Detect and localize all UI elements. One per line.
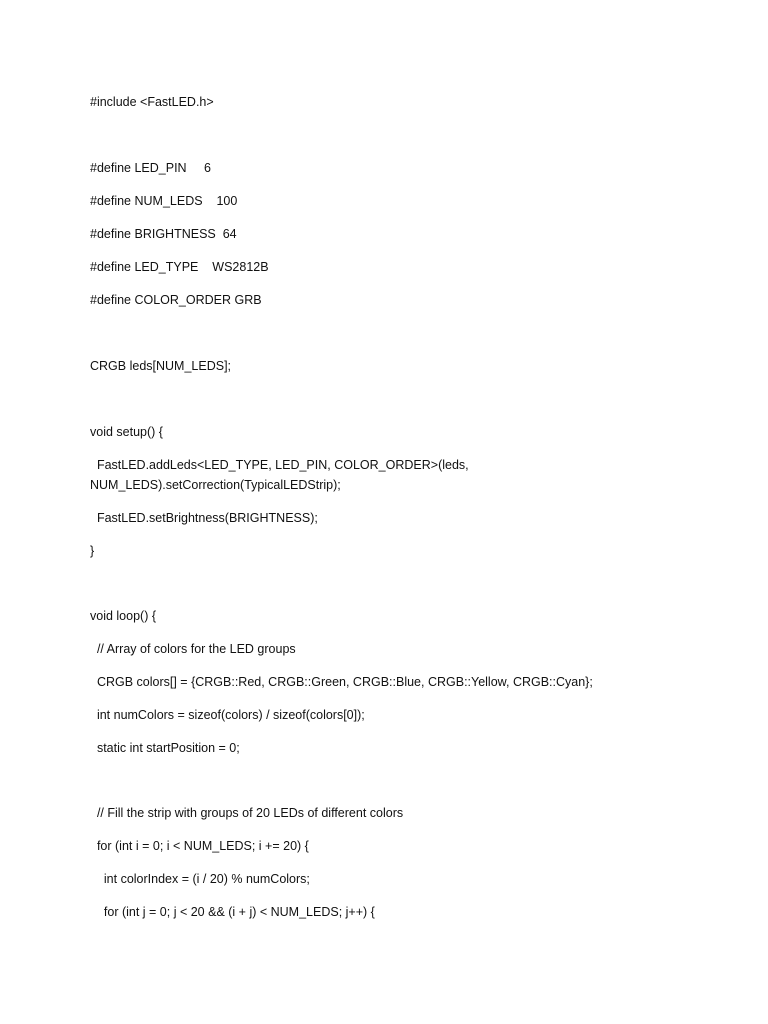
code-line: CRGB leds[NUM_LEDS]; xyxy=(90,359,232,373)
code-line: for (int j = 0; j < 20 && (i + j) < NUM_LEDS; j++) { xyxy=(90,905,375,919)
code-line: } xyxy=(90,544,95,558)
code-line: // Array of colors for the LED groups xyxy=(90,642,296,656)
code-line: FastLED.addLeds<LED_TYPE, LED_PIN, COLOR_ORDER>(leds, xyxy=(90,458,469,472)
code-line: FastLED.setBrightness(BRIGHTNESS); xyxy=(90,511,318,525)
code-line: void loop() { xyxy=(90,609,157,623)
code-line: CRGB colors[] = {CRGB::Red, CRGB::Green, CRGB::Blue, CRGB::Yellow, CRGB::Cyan}; xyxy=(90,675,593,689)
code-line: #include <FastLED.h> xyxy=(90,95,214,109)
code-line: #define NUM_LEDS 100 xyxy=(90,194,238,208)
code-line: for (int i = 0; i < NUM_LEDS; i += 20) { xyxy=(90,839,309,853)
code-line: NUM_LEDS).setCorrection(TypicalLEDStrip); xyxy=(90,478,341,492)
code-line: #define LED_TYPE WS2812B xyxy=(90,260,269,274)
code-line: int numColors = sizeof(colors) / sizeof(colors[0]); xyxy=(90,708,365,722)
code-line: int colorIndex = (i / 20) % numColors; xyxy=(90,872,310,886)
code-line: void setup() { xyxy=(90,425,163,439)
code-line: static int startPosition = 0; xyxy=(90,741,240,755)
code-line: // Fill the strip with groups of 20 LEDs of different colors xyxy=(90,806,404,820)
code-line: #define COLOR_ORDER GRB xyxy=(90,293,262,307)
code-line: #define LED_PIN 6 xyxy=(90,161,211,175)
code-line: #define BRIGHTNESS 64 xyxy=(90,227,237,241)
